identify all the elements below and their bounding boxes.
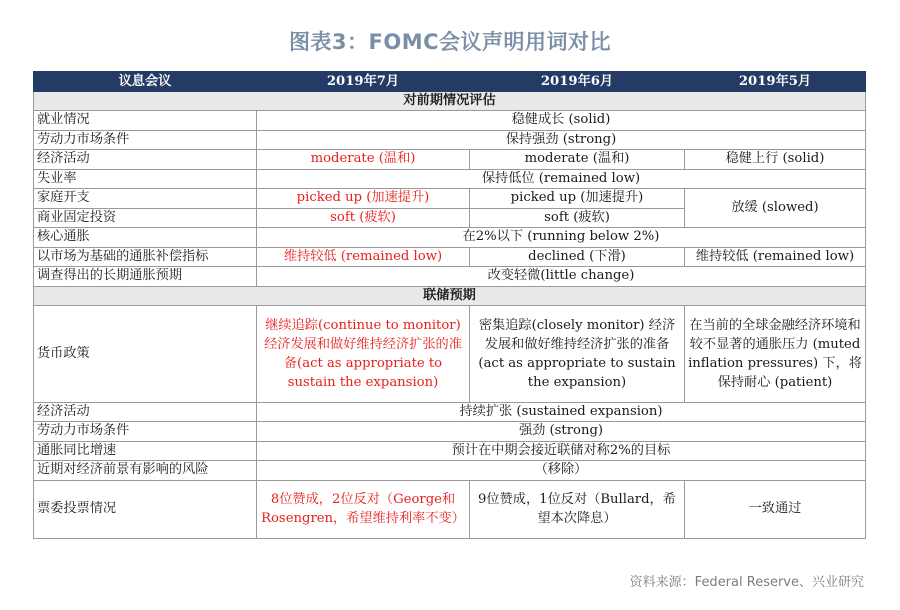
row-label: 经济活动: [34, 402, 257, 422]
cell-may: 稳健上行 (solid): [685, 150, 866, 170]
cell-may: 在当前的全球金融经济环境和较不显著的通胀压力 (muted inflation pressures) 下，将保持耐心 (patient): [685, 305, 866, 402]
row-label: 调查得出的长期通胀预期: [34, 267, 257, 287]
cell-jun: declined (下滑): [470, 247, 685, 267]
row-label: 票委投票情况: [34, 480, 257, 538]
table-row: [34, 189, 866, 209]
row-label: 家庭开支: [34, 189, 257, 209]
row-label: 通胀同比增速: [34, 441, 257, 461]
section-row: [34, 286, 866, 305]
row-label: 以市场为基础的通胀补偿指标: [34, 247, 257, 267]
source-note: 资料来源：Federal Reserve、兴业研究: [629, 575, 864, 590]
table-row: [34, 422, 866, 442]
cell-jun: moderate (温和): [470, 150, 685, 170]
header-topic: 议息会议: [34, 72, 257, 92]
row-label: 失业率: [34, 169, 257, 189]
header-jun: 2019年6月: [470, 72, 685, 92]
table-row: [34, 305, 866, 402]
cell-jul: soft (疲软): [257, 208, 470, 228]
cell-jun: 密集追踪(closely monitor) 经济发展和做好维持经济扩张的准备(act as appropriate to sustain the expansion): [470, 305, 685, 402]
cell-jun: soft (疲软): [470, 208, 685, 228]
row-value: （移除）: [257, 461, 866, 481]
chart-title: 图表3：FOMC会议声明用词对比: [288, 30, 612, 54]
section-outlook: 联储预期: [34, 286, 866, 305]
row-value: 强劲 (strong): [257, 422, 866, 442]
cell-jul: picked up (加速提升): [257, 189, 470, 209]
table-row: [34, 150, 866, 170]
row-label: 劳动力市场条件: [34, 422, 257, 442]
cell-jun: picked up (加速提升): [470, 189, 685, 209]
row-label: 商业固定投资: [34, 208, 257, 228]
row-label: 经济活动: [34, 150, 257, 170]
cell-jul: 继续追踪(continue to monitor) 经济发展和做好维持经济扩张的准备(act as appropriate to sustain the expansion): [257, 305, 470, 402]
table-row: [34, 169, 866, 189]
header-row: [34, 72, 866, 92]
row-label: 核心通胀: [34, 228, 257, 248]
row-value: 持续扩张 (sustained expansion): [257, 402, 866, 422]
fomc-comparison-table: [33, 71, 866, 539]
section-current: 对前期情况评估: [34, 92, 866, 111]
table-row: [34, 402, 866, 422]
row-value: 改变轻微(little change): [257, 267, 866, 287]
row-value: 稳健成长 (solid): [257, 111, 866, 131]
table-row: [34, 228, 866, 248]
row-value: 保持低位 (remained low): [257, 169, 866, 189]
table-row: [34, 111, 866, 131]
table-row: [34, 441, 866, 461]
row-label: 近期对经济前景有影响的风险: [34, 461, 257, 481]
row-value: 预计在中期会接近联储对称2%的目标: [257, 441, 866, 461]
section-row: [34, 92, 866, 111]
row-value: 保持强劲 (strong): [257, 130, 866, 150]
table-row: [34, 461, 866, 481]
cell-jul: 维持较低 (remained low): [257, 247, 470, 267]
table-row: [34, 480, 866, 538]
cell-jul: 8位赞成，2位反对（George和Rosengren，希望维持利率不变）: [257, 480, 470, 538]
cell-jun: 9位赞成，1位反对（Bullard，希望本次降息）: [470, 480, 685, 538]
row-label: 劳动力市场条件: [34, 130, 257, 150]
cell-jul: moderate (温和): [257, 150, 470, 170]
cell-may: 维持较低 (remained low): [685, 247, 866, 267]
table-row: [34, 267, 866, 287]
header-may: 2019年5月: [685, 72, 866, 92]
cell-may: 放缓 (slowed): [685, 189, 866, 228]
cell-may: 一致通过: [685, 480, 866, 538]
row-value: 在2%以下 (running below 2%): [257, 228, 866, 248]
table-row: [34, 130, 866, 150]
header-jul: 2019年7月: [257, 72, 470, 92]
row-label: 就业情况: [34, 111, 257, 131]
row-label: 货币政策: [34, 305, 257, 402]
table-row: [34, 247, 866, 267]
